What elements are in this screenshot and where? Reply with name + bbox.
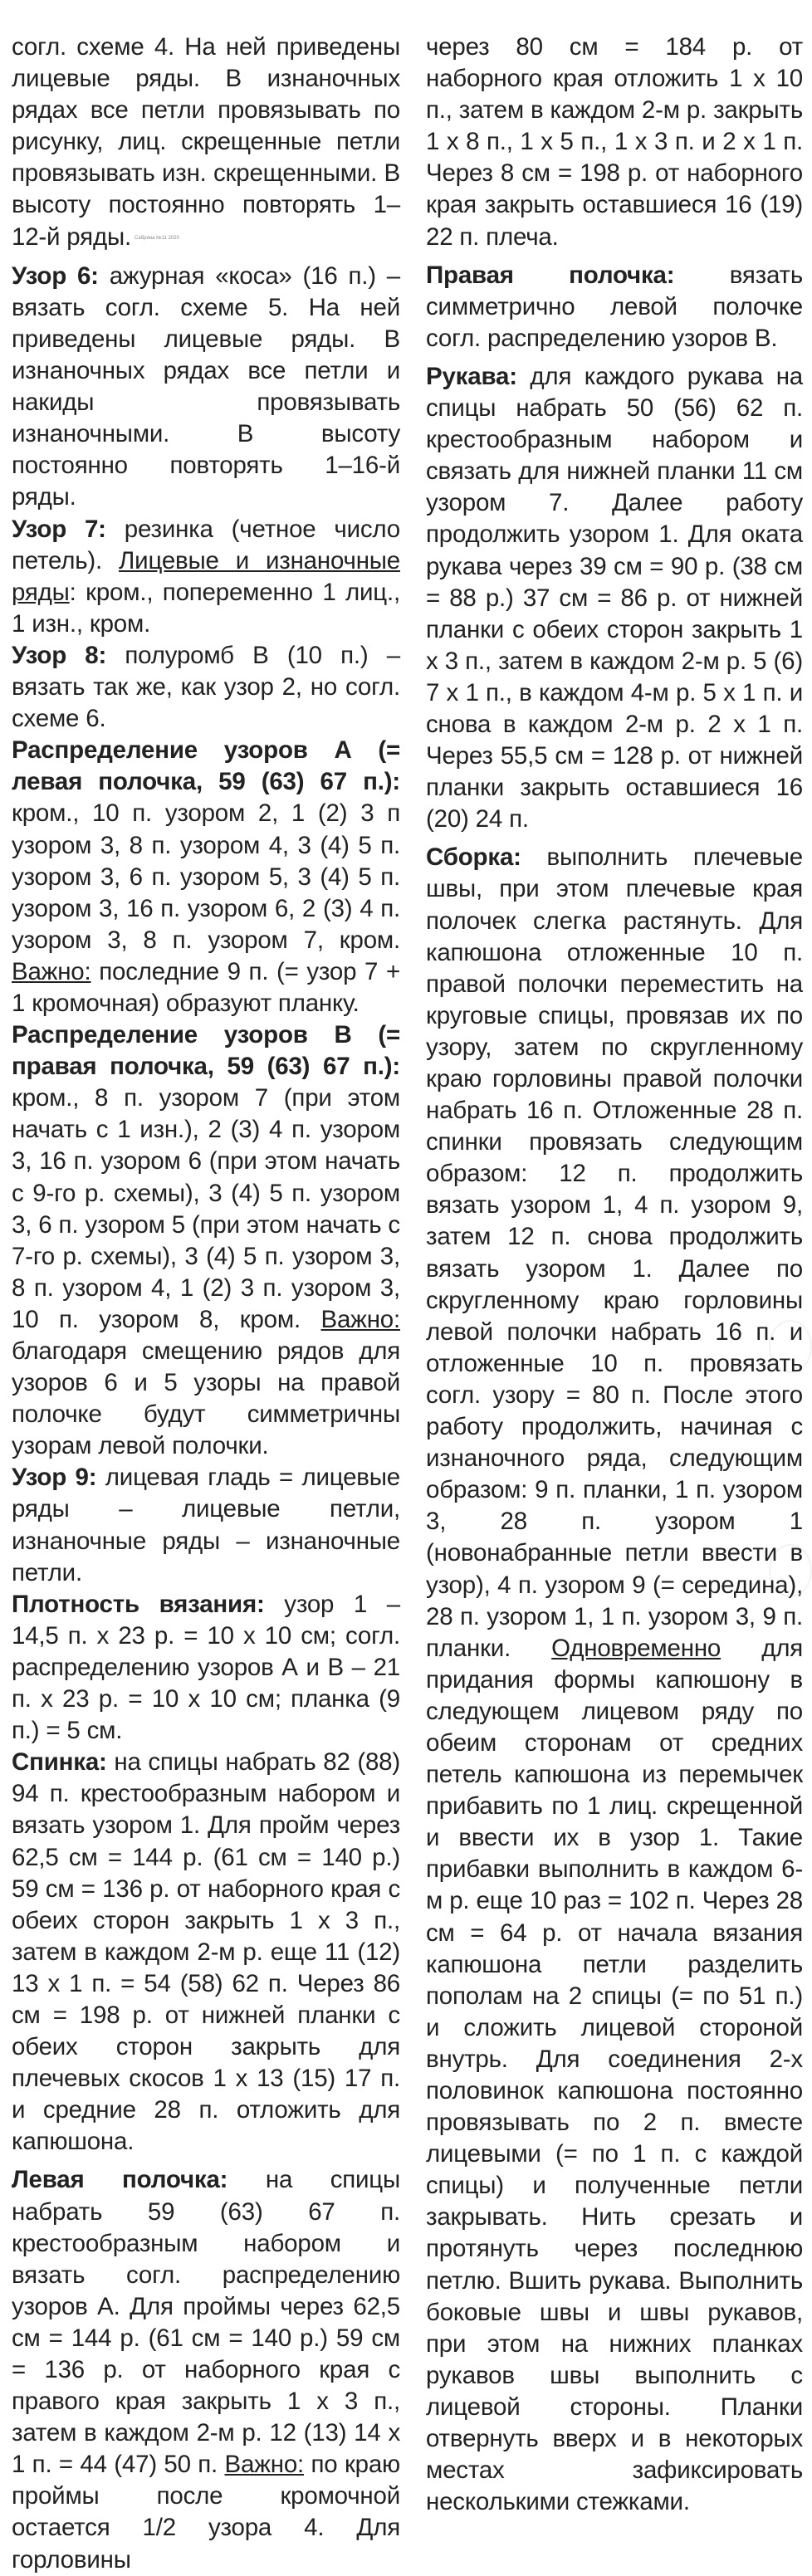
paragraph-text: по краю проймы после кромочной остается 1/2 узора 4. Для горловины [12, 2451, 400, 2574]
sleeves-paragraph [426, 361, 803, 835]
paragraph-text: на спицы набрать 82 (88) 94 п. крестообразным набором и вязать узором 1. Для пройм через 62,5 см = 144 р. (61 см = 140 р.) 59 см = 136 р. от наборного края с обеих сторон закрыть 1 х 3 п., затем в каждом 2-м р. еще 11 (12) 13 х 1 п. = 54 (58) 62 п. Через 86 см = 198 р. от нижней планки с обеих сторон закрыть для плечевых скосов 1 х 13 (15) 17 п. и средние 28 п. отложить для капюшона. [12, 1748, 400, 2156]
pattern6-paragraph [12, 261, 400, 514]
important-label: Важно: [224, 2451, 305, 2479]
assembly-heading: Сборка: [426, 843, 521, 872]
left-column [12, 0, 401, 2574]
paragraph-text: выполнить плечевые швы, при этом плечевые края полочек слегка растянуть. Для капюшона отложенные 10 п. правой полочки переместить на круговые спицы, провязав их по узору, затем по скругленному краю горловины правой полочки набрать 16 п. Отложенные 28 п. спинки провязать следующим образом: 12 п. продолжить вязать узором 1, 4 п. узором 9, затем 12 п. снова продолжить вязать узором 1. Далее по скругленному краю горловины левой полочки набрать 16 п. и отложенные 10 п. провязать согл. узору = 80 п. После этого работу продолжить, начиная с изнаночного ряда, следующим образом: 9 п. планки, 1 п. узором 3, 28 п. узором 1 (новонабранные петли ввести в узор), 4 п. узором 9 (= середина), 28 п. узором 1, 1 п. узором 3, 9 п. планки. [426, 843, 803, 1662]
distribution-b-paragraph [12, 1019, 400, 1462]
paragraph-text: резинка (четное число петель). [12, 515, 400, 574]
paragraph-text: благодаря смещению рядов для узоров 6 и 5 узоры на правой полочке будут симметричны узорам левой полочки. [12, 1337, 400, 1460]
paragraph-text: для придания формы капюшону в следующем лицевом ряду по обеим сторонам от средних петель капюшона из перемычек прибавить по 1 лиц. скрещенной и ввести их в узор 1. Такие прибавки выполнить в каждом 6-м р. еще 10 раз = 102 п. Через 28 см = 64 р. от начала вязания капюшона петли разделить пополам на 2 спицы (= по 51 п.) и сложить лицевой стороной внутрь. Для соединения 2-х половинок капюшона постоянно провязывать по 2 п. вместе лицевыми (= по 1 п. с каждой спицы) и полученные петли закрывать. Нить срезать и протянуть через последнюю петлю. Вшить рукава. Выполнить боковые швы и швы рукавов, при этом на нижних планках рукавов швы выполнить с лицевой стороны. Планки отвернуть вверх и в некоторых местах зафиксировать несколькими стежками. [426, 1634, 803, 2516]
pattern8-paragraph [12, 640, 400, 735]
important-label: Важно: [320, 1305, 400, 1333]
important-label: Важно: [12, 957, 91, 985]
underlined-text: Лицевые и изнаночные ряды [12, 546, 400, 606]
pattern9-paragraph [12, 1462, 400, 1588]
paragraph-text: : кром., попеременно 1 лиц., 1 изн., кром. [12, 578, 400, 638]
back-paragraph [12, 1747, 400, 2158]
back-heading: Спинка: [12, 1748, 107, 1777]
left-front-continued [426, 32, 803, 253]
paragraph-text: через 80 см = 184 р. от наборного края отложить 1 х 10 п., затем в каждом 2-м р. закрыть 1 х 8 п., 1 х 5 п., 1 х 3 п. и 2 х 1 п. Через 8 см = 198 р. от наборного края закрыть оставшиеся 16 (19) 22 п. плеча. [426, 33, 803, 251]
paragraph-text: кром., 8 п. узором 7 (при этом начать с 1 изн.), 2 (3) 4 п. узором 3, 16 п. узором 6 (при этом начать с 9-го р. схемы), 3 (4) 5 п. узором 3, 6 п. узором 5 (при этом начать с 7-го р. схемы), 3 (4) 5 п. узором 3, 8 п. узором 4, 1 (2) 3 п. узором 3, 10 п. узором 8, кром. [12, 1084, 400, 1333]
pattern6-heading: Узор 6: [12, 262, 99, 290]
pattern8-heading: Узор 8: [12, 641, 107, 669]
left-front-heading: Левая полочка: [12, 2166, 228, 2194]
right-front-heading: Правая полочка: [426, 261, 675, 289]
distribution-a-heading: Распределение узоров А (= левая полочка, 59 (63) 67 п.): [12, 736, 400, 796]
paragraph-text: на спицы набрать 59 (63) 67 п. крестообразным набором и вязать согл. распределению узоров А. Для проймы через 62,5 см = 144 р. (61 см = 140 р.) 59 см = 136 р. от наборного края с правого края закрыть 1 х 3 п., затем в каждом 2-м р. 12 (13) 14 х 1 п. = 44 (47) 50 п. [12, 2166, 401, 2479]
paragraph-text: вязать симметрично левой полочке согл. распределению узоров В. [426, 261, 803, 352]
pattern7-heading: Узор 7: [12, 515, 106, 543]
paragraph-text: для каждого рукава на спицы набрать 50 (56) 62 п. крестообразным набором и связать для нижней планки 11 см узором 7. Далее работу продолжить узором 1. Для оката рукава через 39 см = 90 р. (38 см = 88 р.) 37 см = 86 р. от нижней планки с обеих сторон закрыть 1 х 3 п., затем в каждом 2-м р. 5 (6) 7 х 1 п., в каждом 4-м р. 5 х 1 п. и снова в каждом 2-м р. 2 х 1 п. Через 55,5 см = 128 р. от нижней планки закрыть оставшиеся 16 (20) 24 п. [426, 362, 803, 833]
paragraph-text: лицевая гладь = лицевые ряды – лицевые петли, изнаночные ряды – изнаночные петли. [12, 1464, 400, 1586]
gauge-heading: Плотность вязания: [12, 1590, 265, 1618]
distribution-a-paragraph [12, 735, 400, 1019]
paragraph-text: полуромб В (10 п.) – вязать так же, как узор 2, но согл. схеме 6. [12, 641, 400, 733]
pattern5-continued [12, 32, 400, 254]
gauge-paragraph [12, 1589, 400, 1747]
sleeves-heading: Рукава: [426, 362, 517, 390]
right-column [426, 0, 803, 2516]
underlined-text: Одновременно [551, 1634, 722, 1662]
magazine-stamp: Сабрина №11 2020 [134, 235, 179, 241]
left-front-paragraph [12, 2164, 400, 2575]
right-front-paragraph [426, 260, 803, 354]
paragraph-text: согл. схеме 4. На ней приведены лицевые ряды. В изнаночных рядах все петли провязывать по рисунку, лиц. скрещенные петли провязывать изн. скрещенными. В высоту постоянно повторять 1–12-й ряды. [12, 33, 400, 251]
paragraph-text: узор 1 – 14,5 п. х 23 р. = 10 х 10 см; согл. распределению узоров А и В – 21 п. х 23 р. = 10 х 10 см; планка (9 п.) = 5 см. [12, 1590, 400, 1745]
paragraph-text: кром., 10 п. узором 2, 1 (2) 3 п узором 3, 8 п. узором 4, 3 (4) 5 п. узором 3, 6 п. узором 5, 3 (4) 5 п. узором 3, 16 п. узором 6, 2 (3) 4 п. узором 3, 8 п. узором 7, кром. [12, 799, 400, 954]
pattern9-heading: Узор 9: [12, 1464, 97, 1492]
paragraph-text: последние 9 п. (= узор 7 + 1 кромочная) образуют планку. [12, 957, 400, 1017]
paragraph-text: ажурная «коса» (16 п.) – вязать согл. схеме 5. На ней приведены лицевые ряды. В изнаночных рядах все петли и накиды провязывать изнаночными. В высоту постоянно повторять 1–16-й ряды. [12, 262, 400, 511]
pattern7-paragraph [12, 514, 400, 640]
distribution-b-heading: Распределение узоров В (= правая полочка, 59 (63) 67 п.): [12, 1021, 400, 1081]
assembly-paragraph [426, 842, 803, 2518]
